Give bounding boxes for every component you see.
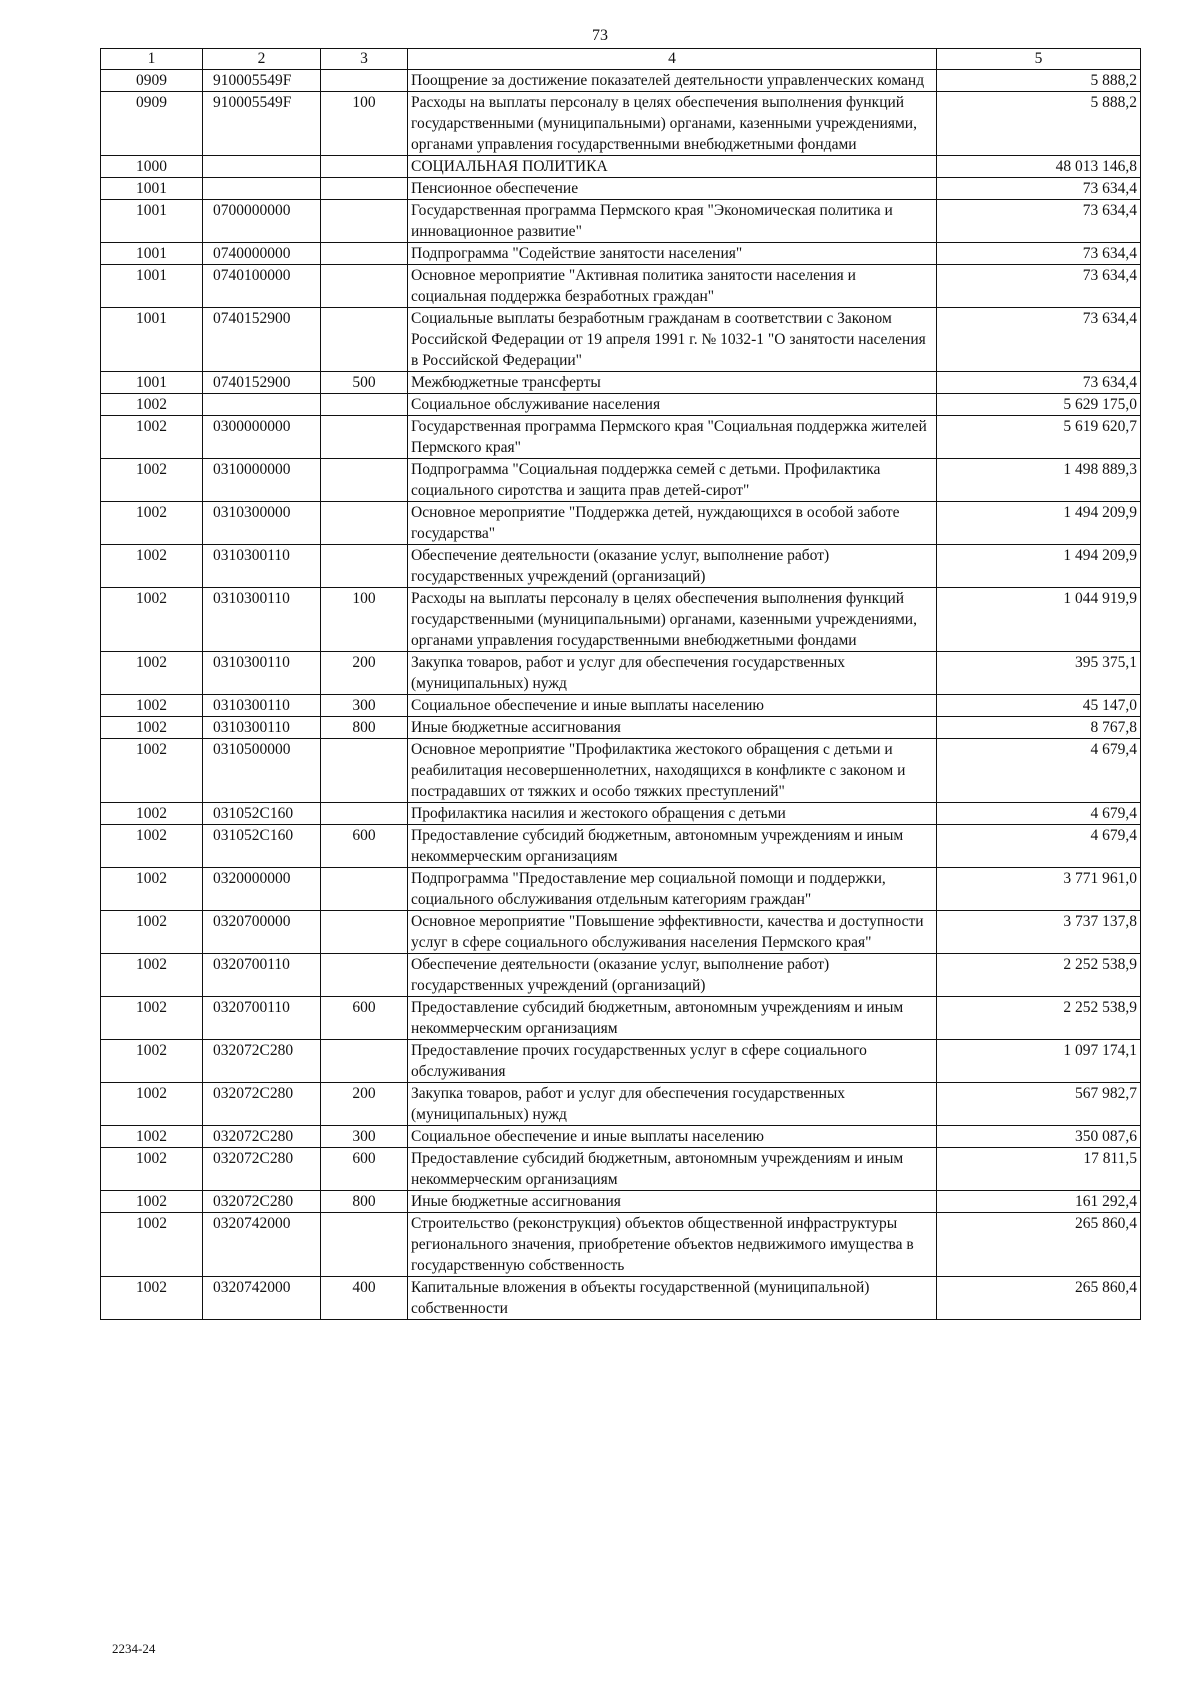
table-row: [101, 652, 1141, 695]
expense-type-cell: 200: [321, 652, 408, 695]
table-row: [101, 1126, 1141, 1148]
description-cell: Закупка товаров, работ и услуг для обеспечения государственных (муниципальных) нужд: [408, 652, 937, 695]
table-row: [101, 70, 1141, 92]
expense-type-cell: 100: [321, 588, 408, 652]
expense-type-cell: [321, 200, 408, 243]
column-header-4: 4: [408, 49, 937, 70]
amount-cell: 45 147,0: [937, 695, 1141, 717]
section-code-cell: 1001: [101, 243, 203, 265]
description-cell: Закупка товаров, работ и услуг для обеспечения государственных (муниципальных) нужд: [408, 1083, 937, 1126]
section-code-cell: 1002: [101, 502, 203, 545]
table-row: [101, 372, 1141, 394]
target-article-cell: 0310300110: [203, 545, 321, 588]
amount-cell: 265 860,4: [937, 1277, 1141, 1320]
amount-cell: 73 634,4: [937, 243, 1141, 265]
description-cell: Предоставление субсидий бюджетным, автономным учреждениям и иным некоммерческим организациям: [408, 997, 937, 1040]
table-row: [101, 1040, 1141, 1083]
target-article-cell: 032072С280: [203, 1083, 321, 1126]
amount-cell: 265 860,4: [937, 1213, 1141, 1277]
description-cell: Социальное обеспечение и иные выплаты населению: [408, 1126, 937, 1148]
expense-type-cell: 500: [321, 372, 408, 394]
description-cell: Подпрограмма "Содействие занятости населения": [408, 243, 937, 265]
target-article-cell: 0320700110: [203, 954, 321, 997]
column-header-1: 1: [101, 49, 203, 70]
amount-cell: 5 619 620,7: [937, 416, 1141, 459]
table-row: [101, 803, 1141, 825]
section-code-cell: 1001: [101, 178, 203, 200]
target-article-cell: [203, 394, 321, 416]
table-row: [101, 265, 1141, 308]
target-article-cell: 0310300110: [203, 588, 321, 652]
table-row: [101, 243, 1141, 265]
amount-cell: 4 679,4: [937, 825, 1141, 868]
table-row: [101, 1277, 1141, 1320]
expense-type-cell: [321, 911, 408, 954]
target-article-cell: 0740000000: [203, 243, 321, 265]
expense-type-cell: 100: [321, 92, 408, 156]
table-row: [101, 394, 1141, 416]
amount-cell: 4 679,4: [937, 739, 1141, 803]
amount-cell: 1 498 889,3: [937, 459, 1141, 502]
section-code-cell: 1002: [101, 394, 203, 416]
expense-type-cell: 600: [321, 825, 408, 868]
expense-type-cell: [321, 459, 408, 502]
section-code-cell: 1002: [101, 1126, 203, 1148]
expense-type-cell: [321, 1213, 408, 1277]
amount-cell: 1 494 209,9: [937, 545, 1141, 588]
description-cell: Основное мероприятие "Повышение эффективности, качества и доступности услуг в сфере социального обслуживания населения Пермского края": [408, 911, 937, 954]
expense-type-cell: [321, 954, 408, 997]
description-cell: Капитальные вложения в объекты государственной (муниципальной) собственности: [408, 1277, 937, 1320]
table-row: [101, 868, 1141, 911]
amount-cell: 73 634,4: [937, 308, 1141, 372]
section-code-cell: 1002: [101, 1083, 203, 1126]
amount-cell: 1 097 174,1: [937, 1040, 1141, 1083]
target-article-cell: 032072С280: [203, 1040, 321, 1083]
description-cell: Поощрение за достижение показателей деятельности управленческих команд: [408, 70, 937, 92]
table-row: [101, 92, 1141, 156]
amount-cell: 567 982,7: [937, 1083, 1141, 1126]
description-cell: Иные бюджетные ассигнования: [408, 717, 937, 739]
amount-cell: 73 634,4: [937, 265, 1141, 308]
target-article-cell: 032072С280: [203, 1126, 321, 1148]
amount-cell: 2 252 538,9: [937, 954, 1141, 997]
amount-cell: 73 634,4: [937, 372, 1141, 394]
amount-cell: 3 737 137,8: [937, 911, 1141, 954]
section-code-cell: 1001: [101, 308, 203, 372]
description-cell: Социальное обслуживание населения: [408, 394, 937, 416]
description-cell: СОЦИАЛЬНАЯ ПОЛИТИКА: [408, 156, 937, 178]
column-header-3: 3: [321, 49, 408, 70]
expense-type-cell: 300: [321, 1126, 408, 1148]
expense-type-cell: 800: [321, 717, 408, 739]
target-article-cell: 0310300110: [203, 717, 321, 739]
table-row: [101, 156, 1141, 178]
target-article-cell: 0740100000: [203, 265, 321, 308]
amount-cell: 5 888,2: [937, 92, 1141, 156]
expense-type-cell: [321, 1040, 408, 1083]
section-code-cell: 1002: [101, 459, 203, 502]
amount-cell: 48 013 146,8: [937, 156, 1141, 178]
target-article-cell: 0300000000: [203, 416, 321, 459]
description-cell: Предоставление субсидий бюджетным, автономным учреждениям и иным некоммерческим организациям: [408, 825, 937, 868]
amount-cell: 73 634,4: [937, 200, 1141, 243]
table-row: [101, 1148, 1141, 1191]
section-code-cell: 1002: [101, 1277, 203, 1320]
amount-cell: 2 252 538,9: [937, 997, 1141, 1040]
description-cell: Обеспечение деятельности (оказание услуг, выполнение работ) государственных учреждений (организаций): [408, 954, 937, 997]
target-article-cell: 0310300000: [203, 502, 321, 545]
target-article-cell: 0740152900: [203, 308, 321, 372]
amount-cell: 5 888,2: [937, 70, 1141, 92]
amount-cell: 4 679,4: [937, 803, 1141, 825]
target-article-cell: 031052С160: [203, 803, 321, 825]
target-article-cell: 0700000000: [203, 200, 321, 243]
table-row: [101, 717, 1141, 739]
table-row: [101, 308, 1141, 372]
expense-type-cell: 600: [321, 997, 408, 1040]
target-article-cell: 0310300110: [203, 652, 321, 695]
expense-type-cell: [321, 545, 408, 588]
target-article-cell: 0320700000: [203, 911, 321, 954]
description-cell: Социальное обеспечение и иные выплаты населению: [408, 695, 937, 717]
expense-type-cell: 800: [321, 1191, 408, 1213]
table-row: [101, 825, 1141, 868]
section-code-cell: 0909: [101, 70, 203, 92]
section-code-cell: 1002: [101, 652, 203, 695]
amount-cell: 73 634,4: [937, 178, 1141, 200]
description-cell: Основное мероприятие "Активная политика занятости населения и социальная поддержка безработных граждан": [408, 265, 937, 308]
expense-type-cell: [321, 70, 408, 92]
section-code-cell: 1002: [101, 717, 203, 739]
description-cell: Обеспечение деятельности (оказание услуг, выполнение работ) государственных учреждений (организаций): [408, 545, 937, 588]
table-row: [101, 459, 1141, 502]
document-code: 2234-24: [112, 1641, 156, 1656]
expense-type-cell: [321, 308, 408, 372]
description-cell: Подпрограмма "Социальная поддержка семей с детьми. Профилактика социального сиротства и защита прав детей-сирот": [408, 459, 937, 502]
table-row: [101, 739, 1141, 803]
expense-type-cell: [321, 416, 408, 459]
expense-type-cell: [321, 178, 408, 200]
amount-cell: 350 087,6: [937, 1126, 1141, 1148]
section-code-cell: 1002: [101, 545, 203, 588]
target-article-cell: 910005549F: [203, 92, 321, 156]
target-article-cell: 032072С280: [203, 1191, 321, 1213]
table-row: [101, 911, 1141, 954]
expense-type-cell: [321, 265, 408, 308]
section-code-cell: 1002: [101, 1213, 203, 1277]
page-number: 73: [592, 27, 608, 44]
description-cell: Предоставление субсидий бюджетным, автономным учреждениям и иным некоммерческим организациям: [408, 1148, 937, 1191]
amount-cell: 8 767,8: [937, 717, 1141, 739]
amount-cell: 5 629 175,0: [937, 394, 1141, 416]
description-cell: Подпрограмма "Предоставление мер социальной помощи и поддержки, социального обслуживания отдельным категориям граждан": [408, 868, 937, 911]
table-row: [101, 545, 1141, 588]
table-row: [101, 1191, 1141, 1213]
target-article-cell: 0320000000: [203, 868, 321, 911]
target-article-cell: 910005549F: [203, 70, 321, 92]
section-code-cell: 1002: [101, 803, 203, 825]
expense-type-cell: 600: [321, 1148, 408, 1191]
table-row: [101, 1213, 1141, 1277]
table-row: [101, 954, 1141, 997]
amount-cell: 1 044 919,9: [937, 588, 1141, 652]
target-article-cell: 0740152900: [203, 372, 321, 394]
description-cell: Иные бюджетные ассигнования: [408, 1191, 937, 1213]
table-row: [101, 588, 1141, 652]
expense-type-cell: 200: [321, 1083, 408, 1126]
section-code-cell: 1002: [101, 1191, 203, 1213]
expense-type-cell: [321, 394, 408, 416]
section-code-cell: 1000: [101, 156, 203, 178]
target-article-cell: 031052С160: [203, 825, 321, 868]
amount-cell: 3 771 961,0: [937, 868, 1141, 911]
section-code-cell: 1002: [101, 868, 203, 911]
target-article-cell: [203, 156, 321, 178]
section-code-cell: 1002: [101, 1148, 203, 1191]
expense-type-cell: [321, 803, 408, 825]
amount-cell: 395 375,1: [937, 652, 1141, 695]
expense-type-cell: [321, 739, 408, 803]
description-cell: Расходы на выплаты персоналу в целях обеспечения выполнения функций государственными (муниципальными) органами, казенными учреждениями, органами управления государственными внебюджетными фондами: [408, 588, 937, 652]
section-code-cell: 1002: [101, 954, 203, 997]
expense-type-cell: [321, 156, 408, 178]
target-article-cell: 032072С280: [203, 1148, 321, 1191]
table-row: [101, 502, 1141, 545]
table-row: [101, 695, 1141, 717]
section-code-cell: 1002: [101, 416, 203, 459]
section-code-cell: 1002: [101, 1040, 203, 1083]
target-article-cell: [203, 178, 321, 200]
section-code-cell: 1001: [101, 200, 203, 243]
header-row: [101, 49, 1141, 70]
table-body: [101, 70, 1141, 1320]
description-cell: Основное мероприятие "Поддержка детей, нуждающихся в особой заботе государства": [408, 502, 937, 545]
budget-table: [100, 48, 1141, 1320]
amount-cell: 17 811,5: [937, 1148, 1141, 1191]
section-code-cell: 1002: [101, 997, 203, 1040]
target-article-cell: 0320742000: [203, 1213, 321, 1277]
column-header-2: 2: [203, 49, 321, 70]
expense-type-cell: [321, 502, 408, 545]
description-cell: Межбюджетные трансферты: [408, 372, 937, 394]
table-row: [101, 178, 1141, 200]
target-article-cell: 0310300110: [203, 695, 321, 717]
expense-type-cell: [321, 868, 408, 911]
table-row: [101, 200, 1141, 243]
section-code-cell: 0909: [101, 92, 203, 156]
description-cell: Профилактика насилия и жестокого обращения с детьми: [408, 803, 937, 825]
description-cell: Пенсионное обеспечение: [408, 178, 937, 200]
description-cell: Государственная программа Пермского края "Экономическая политика и инновационное развитие": [408, 200, 937, 243]
expense-type-cell: [321, 243, 408, 265]
section-code-cell: 1002: [101, 911, 203, 954]
table-row: [101, 416, 1141, 459]
section-code-cell: 1001: [101, 265, 203, 308]
description-cell: Расходы на выплаты персоналу в целях обеспечения выполнения функций государственными (муниципальными) органами, казенными учреждениями, органами управления государственными внебюджетными фондами: [408, 92, 937, 156]
table-row: [101, 1083, 1141, 1126]
target-article-cell: 0320742000: [203, 1277, 321, 1320]
expense-type-cell: 400: [321, 1277, 408, 1320]
description-cell: Предоставление прочих государственных услуг в сфере социального обслуживания: [408, 1040, 937, 1083]
target-article-cell: 0320700110: [203, 997, 321, 1040]
description-cell: Основное мероприятие "Профилактика жестокого обращения с детьми и реабилитация несовершеннолетних, находящихся в конфликте с законом и пострадавших от тяжких и особо тяжких преступлений": [408, 739, 937, 803]
target-article-cell: 0310000000: [203, 459, 321, 502]
description-cell: Социальные выплаты безработным гражданам в соответствии с Законом Российской Федерации от 19 апреля 1991 г. № 1032-1 "О занятости населения в Российской Федерации": [408, 308, 937, 372]
section-code-cell: 1002: [101, 695, 203, 717]
table-row: [101, 997, 1141, 1040]
amount-cell: 161 292,4: [937, 1191, 1141, 1213]
expense-type-cell: 300: [321, 695, 408, 717]
section-code-cell: 1002: [101, 739, 203, 803]
target-article-cell: 0310500000: [203, 739, 321, 803]
section-code-cell: 1002: [101, 588, 203, 652]
description-cell: Государственная программа Пермского края "Социальная поддержка жителей Пермского края": [408, 416, 937, 459]
amount-cell: 1 494 209,9: [937, 502, 1141, 545]
column-header-5: 5: [937, 49, 1141, 70]
description-cell: Строительство (реконструкция) объектов общественной инфраструктуры регионального значения, приобретение объектов недвижимого имущества в государственную собственность: [408, 1213, 937, 1277]
section-code-cell: 1001: [101, 372, 203, 394]
section-code-cell: 1002: [101, 825, 203, 868]
